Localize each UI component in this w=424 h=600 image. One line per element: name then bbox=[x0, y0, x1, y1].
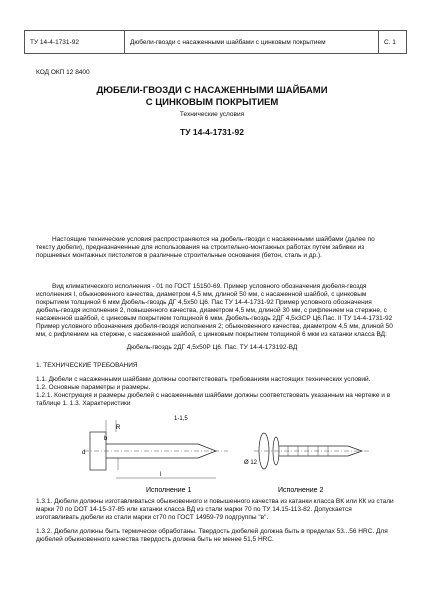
variant-2-label: Исполнение 2 bbox=[278, 487, 324, 494]
document-title-line1: ДЮБЕЛИ-ГВОЗДИ С НАСАЖЕННЫМИ ШАЙБАМИ bbox=[96, 85, 328, 96]
variant-1-label: Исполнение 1 bbox=[146, 487, 192, 494]
variant-1-drawing bbox=[84, 420, 228, 478]
product-code: КОД ОКП 12 8400 bbox=[36, 69, 90, 76]
requirement-1-2-1: 1.2.1. Конструкция и размеры дюбелей с насаженными шайбами должны соответствовать указанным на чертеже и в таблице 1. 1.3. Характеристики bbox=[36, 392, 391, 407]
header-doc-title: Дюбели-гвозди с насаженными шайбами с цинковым покрытием bbox=[125, 31, 379, 53]
dim-b-label: b bbox=[104, 436, 108, 442]
dim-thickness-label: 1-1,5 bbox=[174, 416, 188, 422]
dim-r-label: R bbox=[116, 425, 121, 431]
example-designation: Дюбель-гвоздь 2ДГ 4,5х50Р Ц6. Пас. ТУ 14-4-173192-ВД bbox=[126, 344, 298, 351]
variant-2-drawing bbox=[254, 433, 370, 469]
dim-d-label: d bbox=[82, 450, 86, 456]
document-title-line2: С ЦИНКОВЫМ ПОКРЫТИЕМ bbox=[145, 97, 279, 108]
requirement-1-3-2: 1.3.2. Дюбели должны быть термически обработаны. Твердость дюбелей должна быть в пределах 53...56 HRC. Для дюбелей обыкновенного качества твердость должна быть не менее 51,5 HRC. bbox=[36, 528, 388, 543]
dim-l-label: l bbox=[160, 472, 162, 478]
document-subtitle: Технические условия bbox=[179, 111, 245, 118]
requirement-1-2: 1.2. Основные параметры и размеры. bbox=[36, 384, 151, 391]
requirement-1-1: 1.1. Дюбели с насаженными шайбами должны соответствовать требованиям настоящих технических условий. bbox=[36, 376, 371, 383]
requirement-1-3-1: 1.3.1. Дюбели должны изготавливаться обыкновенного и повышенного качества из катанки класса ВК или КК из стали марки 70 по DOT 14-15-37-85 или катанки класса ВД из стали марки 70 по ТУ 14.15-113-82. Допускается изготавливать дюбели из стали марки ст70 по ГОСТ 14959-79 подгруппы "в". bbox=[36, 498, 394, 521]
section-heading: 1. ТЕХНИЧЕСКИЕ ТРЕБОВАНИЯ bbox=[36, 362, 138, 369]
page-header bbox=[24, 30, 407, 54]
requirements-block bbox=[36, 376, 394, 408]
document-tu-number: ТУ 14-4-1731-92 bbox=[180, 127, 244, 137]
header-doc-number: ТУ 14-4-1731-92 bbox=[25, 31, 125, 53]
header-page-number: С. 1 bbox=[384, 38, 396, 46]
dim-phi-label: Ø 12 bbox=[244, 460, 258, 466]
dowel-drawing bbox=[78, 412, 378, 498]
intro-paragraph: Настоящие технические условия распространяются на дюбель-гвозди с насаженными шайбами (далее по тексту дюбели), предназначенные для использования на строительно-монтажных работах путем забивки из поршневых монтажных пистолетов в различные строительные основания (бетон, сталь и др.). bbox=[36, 236, 375, 259]
variants-paragraph: Вид климатического исполнения - 01 по ГОСТ 15150-69. Пример условного обозначения дюбеля-гвоздя исполнения I, обыкновенного качества, диаметром 4,5 мм, длиной 50 мм, с насаженной шайбой, с цинковым покрытием толщиной 6 мкм Дюбель-гвоздь ДГ 4,5х50 Ц6. Пас ТУ 14-4-1731-92 Пример условного обозначения дюбель-гвоздя исполнения 2, повышенного качества, диаметром 4,5 мм, длиной 30 мм, с рифлением на стержне, с насаженной шайбой, с цинковым покрытием толщиной 6 мкм. Дюбель-гвоздь 2ДГ 4,5х3СР Ц6.Пас. II ТУ 14-4-1731-92 Пример условного обозначения дюбеля-гвоздя исполнения 2; обыкновенного качества, диаметром 4,5 мм, длиной 50 мм, с рифлением на стержне, с насаженной шайбой, с цинковым покрытием толщиной 6 мкм из катанки класса ВД: bbox=[36, 283, 393, 338]
